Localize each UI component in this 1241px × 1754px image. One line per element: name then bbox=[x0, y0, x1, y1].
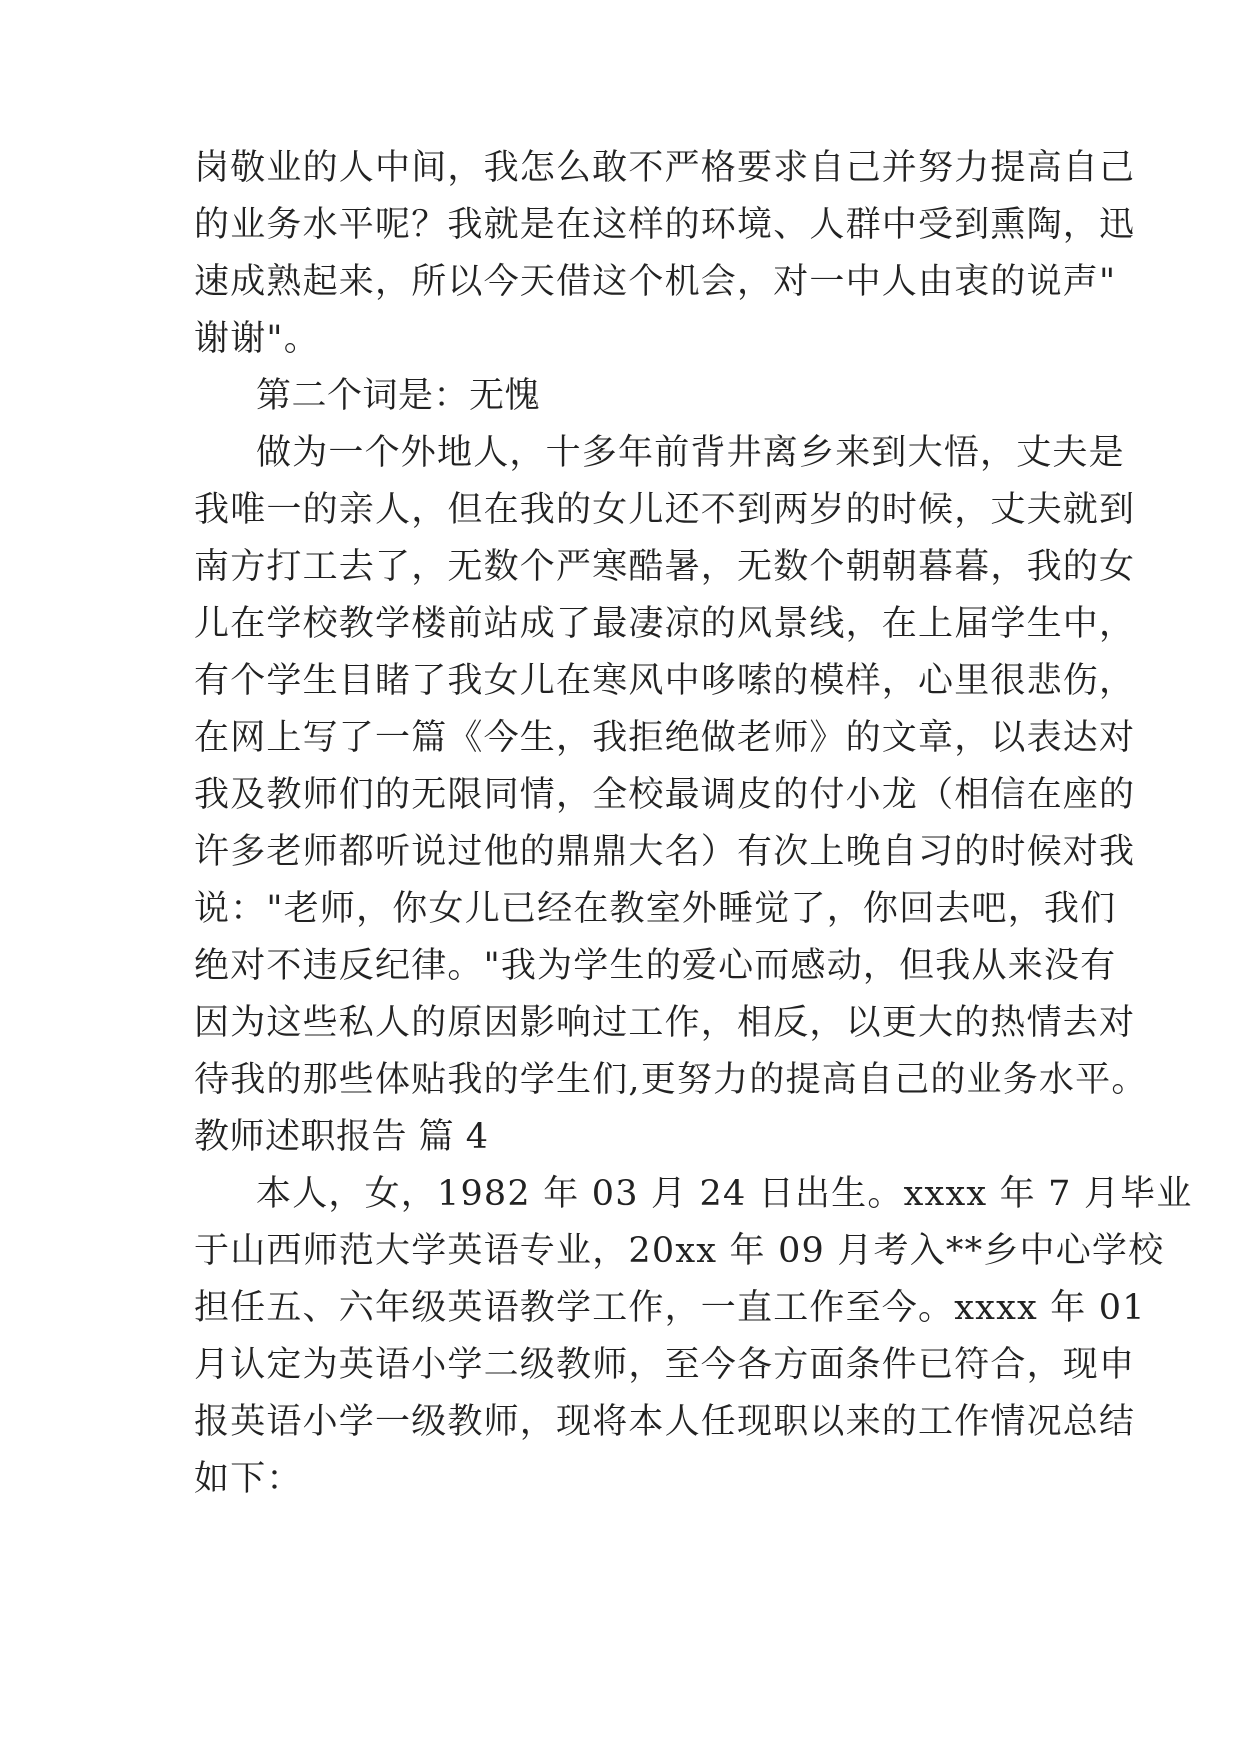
text-line: 报英语小学一级教师，现将本人任现职以来的工作情况总结 bbox=[194, 1402, 1136, 1442]
text-line: 如下： bbox=[194, 1459, 303, 1499]
text-line: 因为这些私人的原因影响过工作，相反，以更大的热情去对 bbox=[194, 1003, 1136, 1043]
text-line: 许多老师都听说过他的鼎鼎大名）有次上晚自习的时候对我 bbox=[194, 832, 1136, 872]
text-line: 做为一个外地人，十多年前背井离乡来到大悟，丈夫是 bbox=[256, 433, 1125, 473]
text-line: 谢谢"。 bbox=[194, 319, 320, 359]
text-line: 本人，女，1982 年 03 月 24 日出生。xxxx 年 7 月毕业 bbox=[256, 1174, 1193, 1214]
text-line: 有个学生目睹了我女儿在寒风中哆嗦的模样，心里很悲伤， bbox=[194, 661, 1136, 701]
text-line: 说："老师，你女儿已经在教室外睡觉了，你回去吧，我们 bbox=[194, 889, 1117, 929]
text-line: 待我的那些体贴我的学生们,更努力的提高自己的业务水平。 bbox=[194, 1060, 1148, 1100]
text-line: 我及教师们的无限同情，全校最调皮的付小龙（相信在座的 bbox=[194, 775, 1136, 815]
text-line: 儿在学校教学楼前站成了最凄凉的风景线，在上届学生中， bbox=[194, 604, 1136, 644]
text-line: 的业务水平呢？我就是在这样的环境、人群中受到熏陶，迅 bbox=[194, 205, 1136, 245]
text-line: 绝对不违反纪律。"我为学生的爱心而感动，但我从来没有 bbox=[194, 946, 1117, 986]
text-line: 月认定为英语小学二级教师，至今各方面条件已符合，现申 bbox=[194, 1345, 1136, 1385]
text-line: 岗敬业的人中间，我怎么敢不严格要求自己并努力提高自己 bbox=[194, 148, 1136, 188]
text-line: 南方打工去了，无数个严寒酷暑，无数个朝朝暮暮，我的女 bbox=[194, 547, 1136, 587]
section-heading: 第二个词是：无愧 bbox=[256, 376, 541, 416]
text-line: 我唯一的亲人，但在我的女儿还不到两岁的时候，丈夫就到 bbox=[194, 490, 1136, 530]
text-line: 速成熟起来，所以今天借这个机会，对一中人由衷的说声" bbox=[194, 262, 1117, 302]
text-line: 担任五、六年级英语教学工作，一直工作至今。xxxx 年 01 bbox=[194, 1288, 1146, 1328]
text-line: 于山西师范大学英语专业，20xx 年 09 月考入**乡中心学校 bbox=[194, 1231, 1165, 1271]
text-line: 在网上写了一篇《今生，我拒绝做老师》的文章，以表达对 bbox=[194, 718, 1136, 758]
section-heading: 教师述职报告 篇 4 bbox=[194, 1117, 489, 1157]
